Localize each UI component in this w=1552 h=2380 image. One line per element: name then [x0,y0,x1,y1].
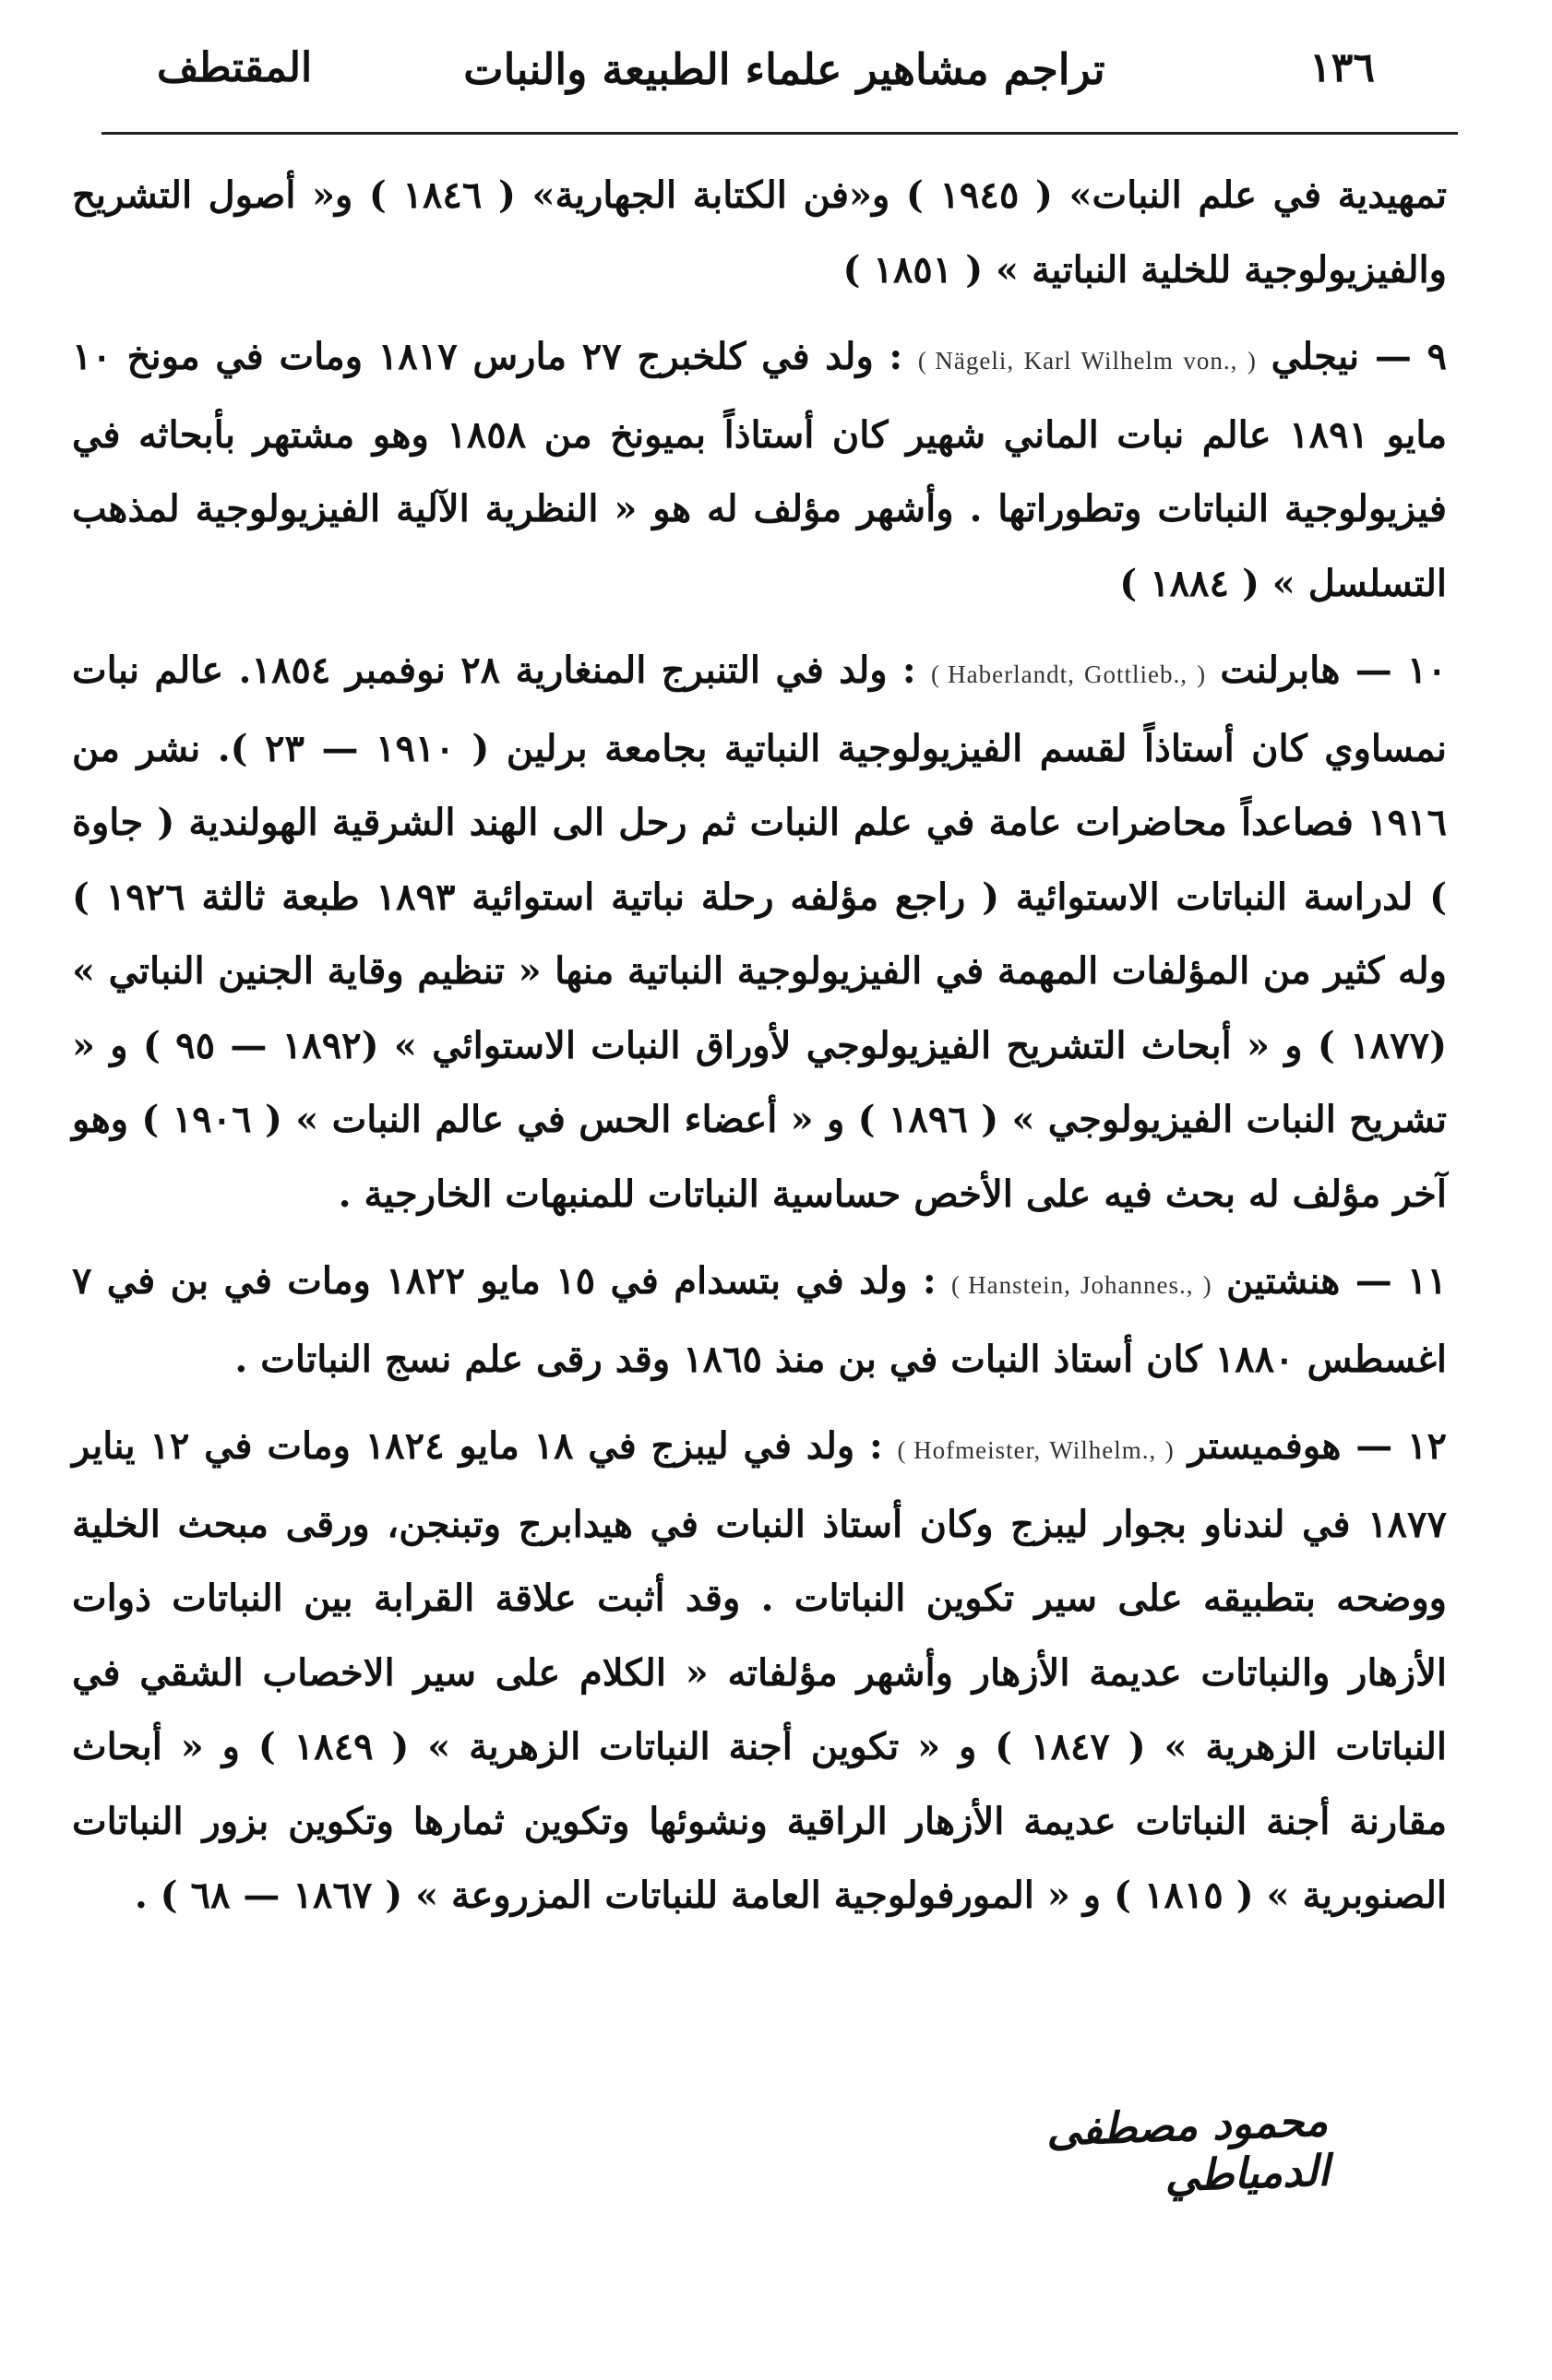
entry-heading: ١٠ — هابرلنت [1220,649,1447,692]
entry-text: : ولد في التنبرج المنغارية ٢٨ نوفمبر ١٨٥٤. عالم نبات نمساوي كان أستاذاً لقسم الفيزيولوجية النباتية بجامعة برلين ( ١٩١٠ — ٢٣ ). نشر من ١٩١٦ فصاعداً محاضرات عامة في علم النبات ثم رحل الى الهند الشرقية الهولندية ( جاوة ) لدراسة النباتات الاستوائية ( راجع مؤلفه رحلة نباتية استوائية ١٨٩٣ طبعة ثالثة ١٩٢٦ ) وله كثير من المؤلفات المهمة في الفيزيولوجية النباتية منها « تنظيم وقاية الجنين النباتي » (١٨٧٧ ) و « أبحاث التشريح الفيزيولوجي لأوراق النبات الاستوائي » (١٨٩٢ — ٩٥ ) و « تشريح النبات الفيزيولوجي » ( ١٨٩٦ ) و « أعضاء الحس في عالم النبات » ( ١٩٠٦ ) وهو آخر مؤلف له بحث فيه على الأخص حساسية النباتات للمنبهات الخارجية . [72,649,1448,1216]
entry-hanstein [72,1244,1447,1397]
running-header [138,44,1430,127]
journal-name: المقتطف [157,44,313,91]
latin-name: ( Nägeli, Karl Wilhelm von., ) [917,347,1256,375]
entry-heading: ١٢ — هوفميستر [1188,1424,1447,1468]
entry-haberlandt [72,634,1447,1232]
paragraph-text: تمهيدية في علم النبات» ( ١٩٤٥ ) و«فن الكتابة الجهارية» ( ١٨٤٦ ) و« أصول التشريح والفيزيولوجية للخلية النباتية » ( ١٨٥١ ) [72,173,1447,292]
entry-heading: ١١ — هنشتين [1225,1259,1447,1303]
author-signature: محمود مصطفى الدمياطي [1045,2095,1331,2201]
paragraph-continuation [72,159,1447,307]
header-rule [101,132,1458,135]
entry-heading: ٩ — نيجلي [1271,335,1447,378]
entry-hofmeister [72,1410,1447,1934]
page-number: ١٣٦ [1309,44,1375,91]
body-text [72,159,1447,1946]
entry-naegeli [72,320,1447,621]
latin-name: ( Haberlandt, Gottlieb., ) [931,660,1206,688]
running-title: تراجم مشاهير علماء الطبيعة والنبات [463,44,1105,94]
entry-text: : ولد في بتسدام في ١٥ مايو ١٨٢٢ ومات في بن في ٧ اغسطس ١٨٨٠ كان أستاذ النبات في بن منذ ١٨٦٥ وقد رقى علم نسج النباتات . [72,1259,1447,1381]
latin-name: ( Hanstein, Johannes., ) [951,1271,1212,1299]
entry-text: : ولد في كلخبرج ٢٧ مارس ١٨١٧ ومات في مونخ ١٠ مايو ١٨٩١ عالم نبات الماني شهير كان أستاذاً بميونخ من ١٨٥٨ وهو مشتهر بأبحاثه في فيزيولوجية النباتات وتطوراتها . وأشهر مؤلف له هو « النظرية الآلية الفيزيولوجية لمذهب التسلسل » ( ١٨٨٤ ) [72,335,1447,605]
latin-name: ( Hofmeister, Wilhelm., ) [897,1436,1174,1464]
entry-text: : ولد في ليبزج في ١٨ مايو ١٨٢٤ ومات في ١٢ يناير ١٨٧٧ في لندناو بجوار ليبزج وكان أستاذ النبات في هيدابرج وتبنجن، ورقى مبحث الخلية ووضحه بتطبيقه على سير تكوين النباتات . وقد أثبت علاقة القرابة بين النباتات ذوات الأزهار والنباتات عديمة الأزهار وأشهر مؤلفاته « الكلام على سير الاخصاب الشقي في النباتات الزهرية » ( ١٨٤٧ ) و « تكوين أجنة النباتات الزهرية » ( ١٨٤٩ ) و « أبحاث مقارنة أجنة النباتات عديمة الأزهار الراقية ونشوئها وتكوين ثمارها وتكوين بزور النباتات الصنوبرية » ( ١٨١٥ ) و « المورفولوجية العامة للنباتات المزروعة » ( ١٨٦٧ — ٦٨ ) . [72,1424,1448,1917]
